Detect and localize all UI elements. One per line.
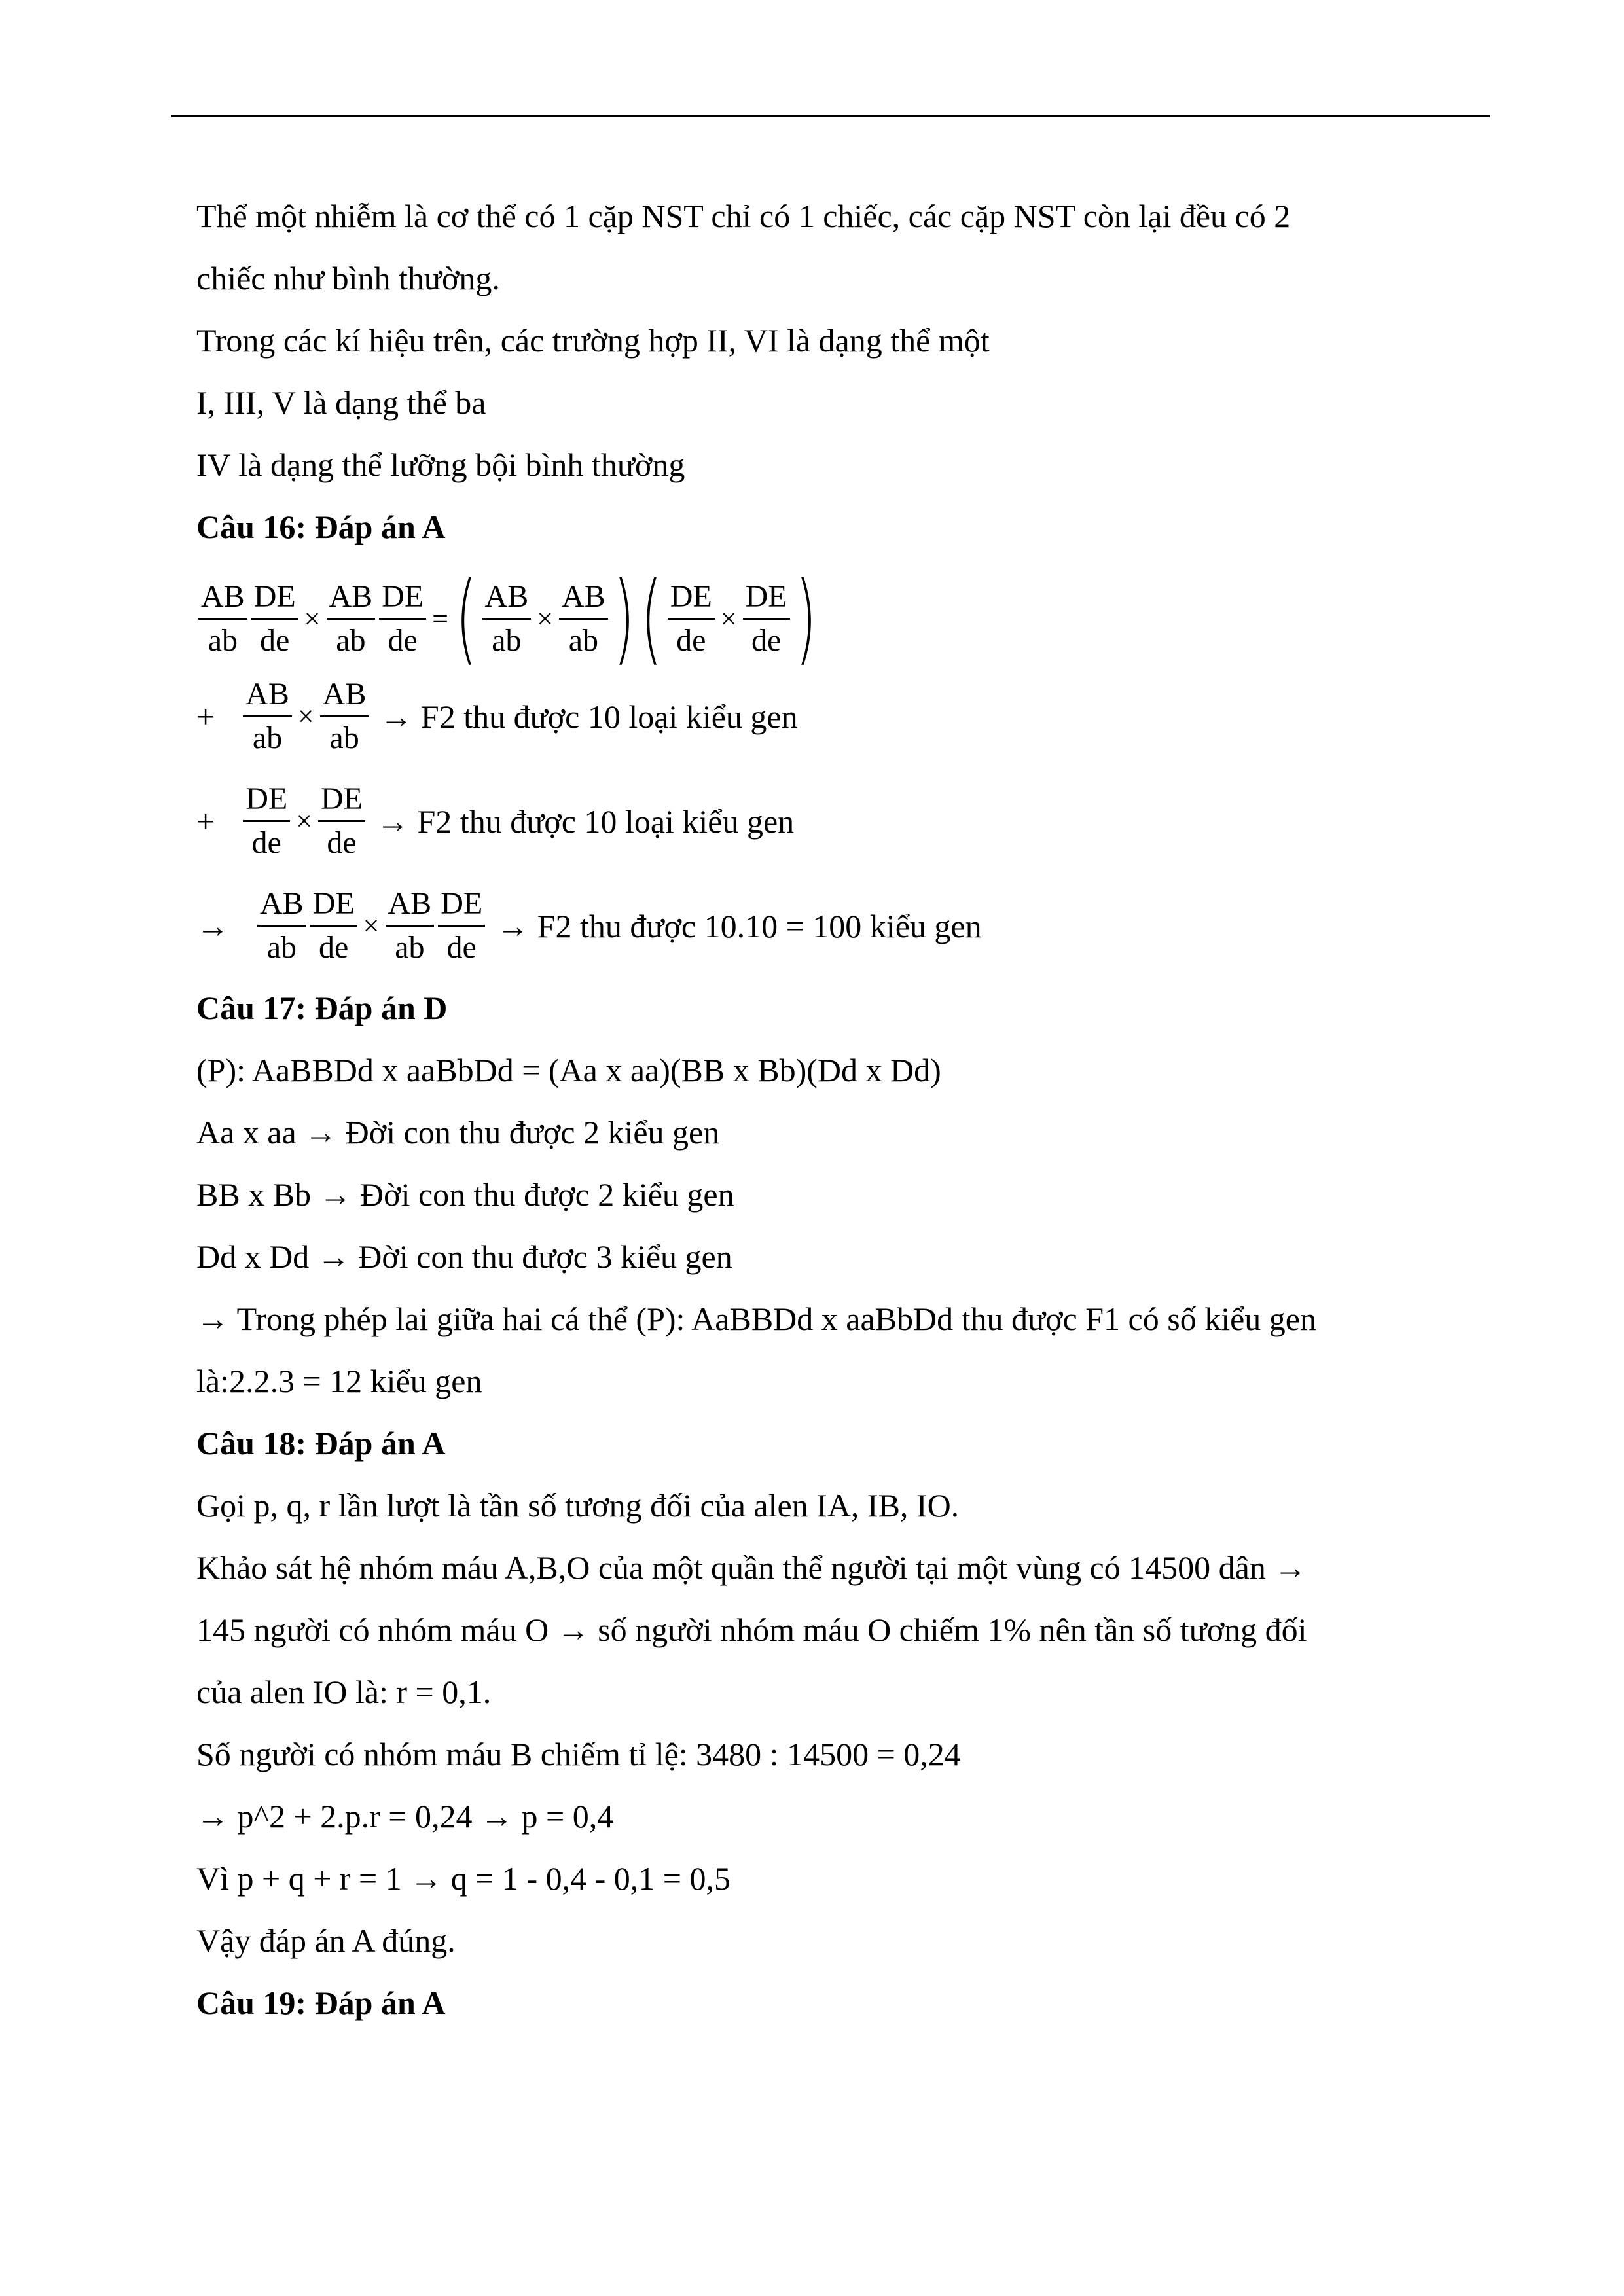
header-rule [171, 115, 1490, 117]
text-line: Trong các kí hiệu trên, các trường hợp II, VI là dạng thể một [196, 322, 990, 359]
fraction [438, 887, 485, 965]
fraction-numerator: DE [251, 580, 298, 620]
text-line: → p^2 + 2.p.r = 0,24 → p = 0,4 [196, 1798, 614, 1835]
times-sign: × [304, 602, 321, 635]
fraction [320, 677, 369, 755]
times-sign: × [363, 910, 380, 942]
formula-ab-cross [196, 677, 798, 755]
fraction-numerator: DE [243, 782, 290, 822]
times-sign: × [296, 805, 313, 837]
formula-result: → F2 thu được 10.10 = 100 kiểu gen [496, 907, 982, 944]
fraction-denominator: de [446, 930, 477, 965]
fraction-denominator: ab [492, 622, 522, 658]
text-line: (P): AaBBDd x aaBbDd = (Aa x aa)(BB x Bb)(Dd x Dd) [196, 1052, 941, 1088]
text-line: → Trong phép lai giữa hai cá thể (P): AaBBDd x aaBbDd thu được F1 có số kiểu gen [196, 1300, 1316, 1337]
formula-de-cross [196, 782, 794, 860]
question-heading: Câu 18: Đáp án A [196, 1425, 446, 1462]
right-paren: ) [795, 562, 816, 675]
fraction-numerator: AB [327, 580, 376, 620]
text-line: I, III, V là dạng thể ba [196, 384, 486, 421]
plus-sign: + [196, 698, 215, 735]
fraction [482, 580, 532, 658]
formula-result: → F2 thu được 10 loại kiểu gen [376, 802, 795, 840]
text-line: Vậy đáp án A đúng. [196, 1922, 456, 1959]
fraction [251, 580, 298, 658]
text-line: Gọi p, q, r lần lượt là tần số tương đối của alen IA, IB, IO. [196, 1487, 960, 1524]
text-line: Aa x aa → Đời con thu được 2 kiểu gen [196, 1114, 720, 1151]
fraction-numerator: DE [438, 887, 485, 927]
fraction-numerator: AB [198, 580, 247, 620]
question-heading: Câu 19: Đáp án A [196, 1984, 446, 2021]
fraction [243, 782, 290, 860]
times-sign: × [537, 602, 554, 635]
text-line: BB x Bb → Đời con thu được 2 kiểu gen [196, 1176, 734, 1213]
fraction-denominator: ab [568, 622, 599, 658]
times-sign: × [720, 602, 737, 635]
text-line: chiếc như bình thường. [196, 260, 500, 296]
fraction [559, 580, 608, 658]
times-sign: × [297, 700, 314, 732]
fraction-denominator: de [319, 930, 349, 965]
left-paren: ( [641, 562, 662, 675]
fraction-numerator: AB [320, 677, 369, 717]
right-paren: ) [613, 562, 635, 675]
fraction [310, 887, 357, 965]
fraction [243, 677, 292, 755]
fraction-numerator: DE [668, 580, 715, 620]
fraction-denominator: de [327, 825, 357, 860]
text-line: Số người có nhóm máu B chiếm tỉ lệ: 3480 : 14500 = 0,24 [196, 1736, 961, 1772]
fraction-numerator: DE [379, 580, 426, 620]
fraction [743, 580, 790, 658]
text-line: là:2.2.3 = 12 kiểu gen [196, 1363, 482, 1399]
left-paren: ( [456, 562, 477, 675]
text-line: Khảo sát hệ nhóm máu A,B,O của một quần thể người tại một vùng có 14500 dân → [196, 1549, 1307, 1586]
fraction-denominator: ab [252, 721, 283, 755]
fraction-numerator: DE [318, 782, 365, 822]
fraction [257, 887, 306, 965]
fraction-denominator: ab [266, 930, 297, 965]
equals-sign: = [432, 602, 448, 635]
fraction [668, 580, 715, 658]
fraction-numerator: AB [257, 887, 306, 927]
fraction-numerator: AB [386, 887, 435, 927]
fraction [379, 580, 426, 658]
fraction-denominator: ab [329, 721, 359, 755]
text-line: 145 người có nhóm máu O → số người nhóm máu O chiếm 1% nên tần số tương đối [196, 1611, 1307, 1648]
text-line: Vì p + q + r = 1 → q = 1 - 0,4 - 0,1 = 0,5 [196, 1860, 731, 1897]
fraction-denominator: ab [336, 622, 366, 658]
fraction-denominator: ab [208, 622, 238, 658]
fraction-numerator: DE [743, 580, 790, 620]
formula-combined [196, 887, 982, 965]
formula-cross-product [196, 562, 820, 675]
text-line: của alen IO là: r = 0,1. [196, 1674, 492, 1710]
question-heading: Câu 17: Đáp án D [196, 990, 448, 1026]
text-line: Dd x Dd → Đời con thu được 3 kiểu gen [196, 1238, 732, 1275]
fraction-denominator: de [251, 825, 281, 860]
question-heading: Câu 16: Đáp án A [196, 509, 446, 545]
fraction [198, 580, 247, 658]
arrow-sign: → [196, 907, 229, 944]
text-line: IV là dạng thể lưỡng bội bình thường [196, 446, 685, 483]
fraction-denominator: de [388, 622, 418, 658]
text-line: Thể một nhiễm là cơ thể có 1 cặp NST chỉ có 1 chiếc, các cặp NST còn lại đều có 2 [196, 198, 1291, 234]
fraction-denominator: de [260, 622, 290, 658]
fraction [318, 782, 365, 860]
fraction-numerator: AB [482, 580, 532, 620]
fraction-numerator: DE [310, 887, 357, 927]
fraction-denominator: ab [395, 930, 425, 965]
fraction [327, 580, 376, 658]
formula-result: → F2 thu được 10 loại kiểu gen [380, 698, 798, 735]
fraction-denominator: de [751, 622, 782, 658]
fraction-denominator: de [676, 622, 706, 658]
fraction-numerator: AB [243, 677, 292, 717]
fraction-numerator: AB [559, 580, 608, 620]
fraction [386, 887, 435, 965]
plus-sign: + [196, 802, 215, 840]
